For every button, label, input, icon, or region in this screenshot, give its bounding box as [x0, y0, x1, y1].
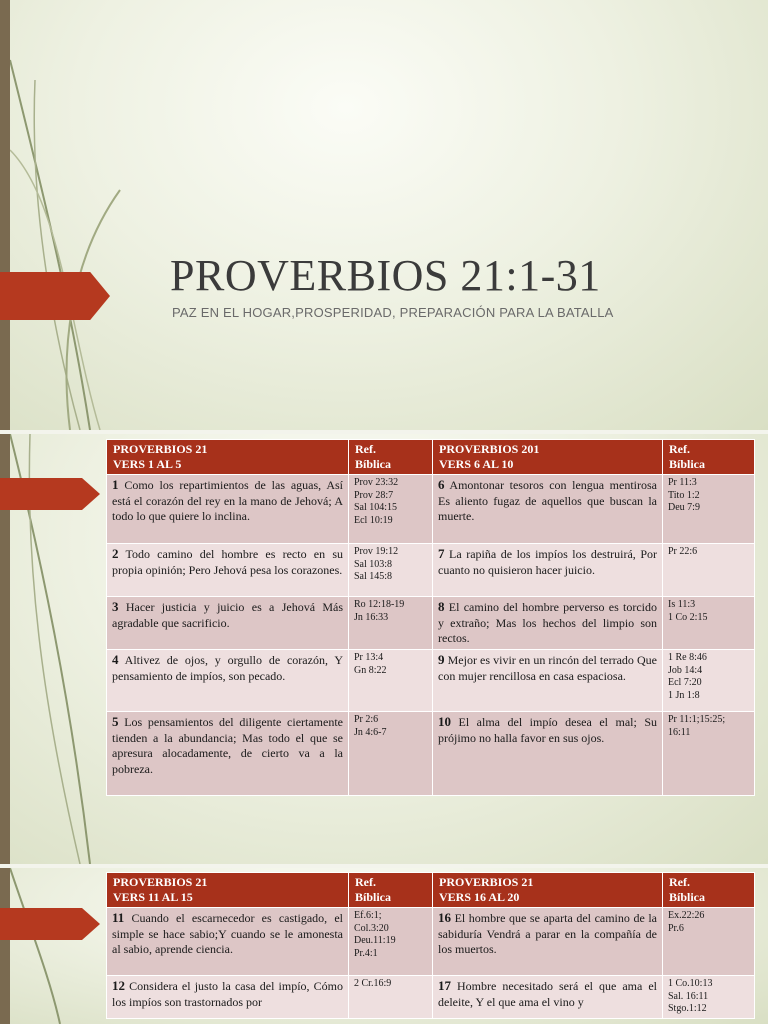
table-row	[107, 597, 755, 650]
left-bar	[0, 0, 10, 430]
verse-cell: 6 Amontonar tesoros con lengua mentirosa Es aliento fugaz de aquellos que buscan la muerte.	[433, 475, 663, 544]
verse-cell: 9 Mejor es vivir en un rincón del terrado Que con mujer rencillosa en casa espaciosa.	[433, 650, 663, 712]
table-row	[107, 544, 755, 597]
table-row	[107, 475, 755, 544]
ref-cell: Ef.6:1; Col.3:20 Deu.11:19 Pr.4:1	[349, 908, 433, 976]
decorative-vines	[0, 868, 110, 1024]
ref-cell: Pr 11:3 Tito 1:2 Deu 7:9	[663, 475, 755, 544]
ref-cell: Is 11:3 1 Co 2:15	[663, 597, 755, 650]
verses-table-1	[106, 439, 755, 796]
header-ref-2: Ref. Bíblica	[663, 440, 755, 475]
ref-cell: 1 Co.10:13 Sal. 16:11 Stgo.1:12	[663, 976, 755, 1019]
header-verses-11-15: PROVERBIOS 21 VERS 11 AL 15	[107, 873, 349, 908]
header-verses-1-5: PROVERBIOS 21 VERS 1 AL 5	[107, 440, 349, 475]
verse-cell: 16 El hombre que se aparta del camino de la sabiduría Vendrá a parar en la compañía de los muertos.	[433, 908, 663, 976]
left-bar	[0, 868, 10, 1024]
header-ref-2: Ref. Bíblica	[663, 873, 755, 908]
ref-cell: Ex.22:26 Pr.6	[663, 908, 755, 976]
ref-cell: Ro 12:18-19 Jn 16:33	[349, 597, 433, 650]
ref-cell: Pr 22:6	[663, 544, 755, 597]
header-verses-6-10: PROVERBIOS 201 VERS 6 AL 10	[433, 440, 663, 475]
table-row	[107, 712, 755, 796]
table-header-row	[107, 440, 755, 475]
verse-cell: 17 Hombre necesitado será el que ama el deleite, Y el que ama el vino y	[433, 976, 663, 1019]
verse-cell: 8 El camino del hombre perverso es torcido y extraño; Mas los hechos del limpio son rectos.	[433, 597, 663, 650]
verse-cell: 10 El alma del impío desea el mal; Su prójimo no halla favor en sus ojos.	[433, 712, 663, 796]
table-row	[107, 908, 755, 976]
verse-cell: 1 Como los repartimientos de las aguas, Así está el corazón del rey en la mano de Jehová; A todo lo que quiere lo inclina.	[107, 475, 349, 544]
verse-cell: 2 Todo camino del hombre es recto en su propia opinión; Pero Jehová pesa los corazones.	[107, 544, 349, 597]
slide-title: PROVERBIOS 21:1-31	[170, 251, 601, 300]
table-slide-1	[0, 434, 768, 864]
ref-cell: 2 Cr.16:9	[349, 976, 433, 1019]
ref-cell: 1 Re 8:46 Job 14:4 Ecl 7:20 1 Jn 1:8	[663, 650, 755, 712]
header-ref-1: Ref. Bíblica	[349, 440, 433, 475]
decorative-vines	[0, 0, 130, 430]
verses-table-2	[106, 872, 755, 1019]
arrow-marker	[0, 908, 100, 940]
ref-cell: Pr 2:6 Jn 4:6-7	[349, 712, 433, 796]
ref-cell: Prov 19:12 Sal 103:8 Sal 145:8	[349, 544, 433, 597]
verse-cell: 12 Considera el justo la casa del impío, Cómo los impíos son trastornados por	[107, 976, 349, 1019]
ref-cell: Pr 13:4 Gn 8:22	[349, 650, 433, 712]
verse-cell: 5 Los pensamientos del diligente ciertamente tienden a la abundancia; Mas todo el que se apresura alocadamente, de cierto va a la pobreza.	[107, 712, 349, 796]
table-row	[107, 976, 755, 1019]
verse-cell: 11 Cuando el escarnecedor es castigado, el simple se hace sabio;Y cuando se le amonesta al sabio, aprende ciencia.	[107, 908, 349, 976]
table-header-row	[107, 873, 755, 908]
table-slide-2	[0, 868, 768, 1024]
arrow-marker	[0, 478, 100, 510]
header-verses-16-20: PROVERBIOS 21 VERS 16 AL 20	[433, 873, 663, 908]
slide-subtitle: PAZ EN EL HOGAR,PROSPERIDAD, PREPARACIÓN PARA LA BATALLA	[172, 305, 614, 320]
ref-cell: Prov 23:32 Prov 28:7 Sal 104:15 Ecl 10:19	[349, 475, 433, 544]
verse-cell: 7 La rapiña de los impíos los destruirá, Por cuanto no quisieron hacer juicio.	[433, 544, 663, 597]
verse-cell: 3 Hacer justicia y juicio es a Jehová Más agradable que sacrificio.	[107, 597, 349, 650]
verse-cell: 4 Altivez de ojos, y orgullo de corazón, Y pensamiento de impíos, son pecado.	[107, 650, 349, 712]
header-ref-1: Ref. Bíblica	[349, 873, 433, 908]
ref-cell: Pr 11:1;15:25; 16:11	[663, 712, 755, 796]
table-row	[107, 650, 755, 712]
title-slide	[0, 0, 768, 430]
arrow-marker	[0, 272, 110, 320]
